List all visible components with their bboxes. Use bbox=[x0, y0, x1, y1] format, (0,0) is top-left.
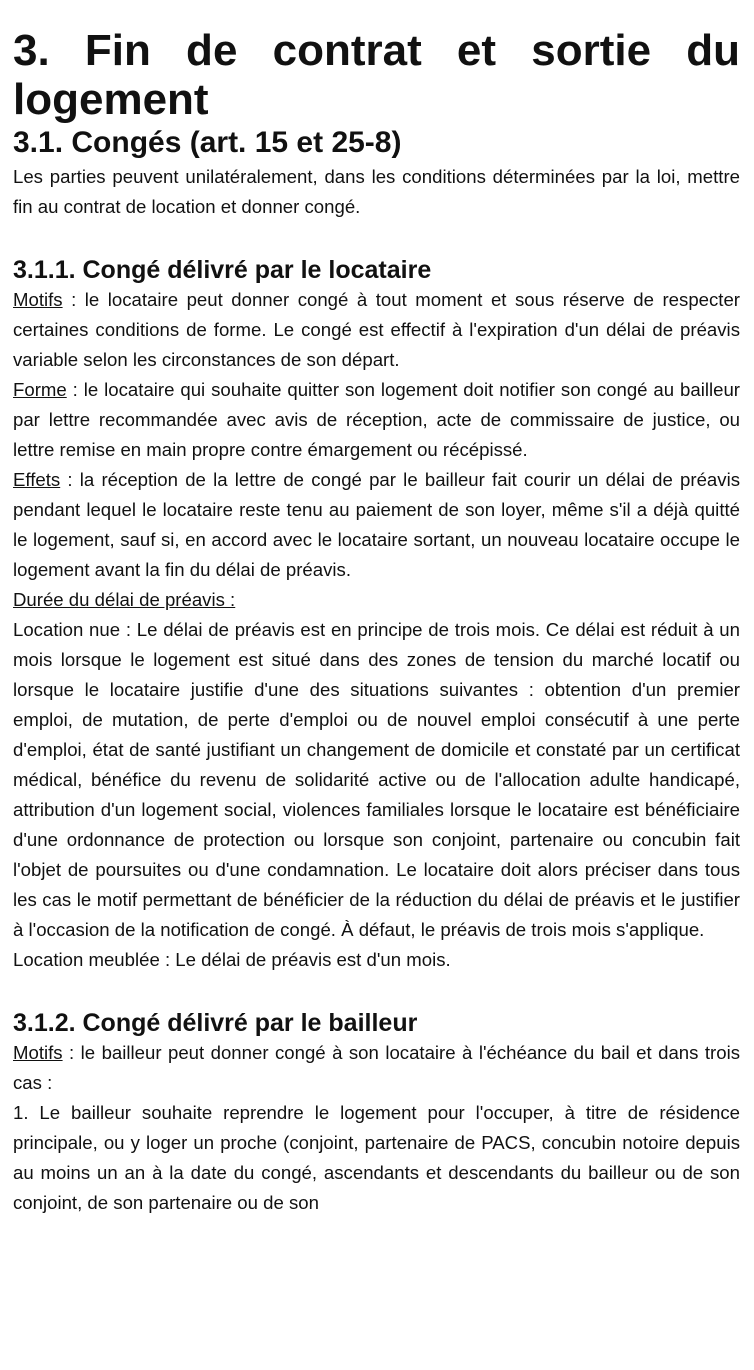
bailleur-case-1-paragraph: 1. Le bailleur souhaite reprendre le logement pour l'occuper, à titre de résidence principale, ou y loger un proche (conjoint, partenaire de PACS, concubin notoire depuis au moins un an à la date du congé, ascendants et descendants du bailleur ou de son conjoint, de son partenaire ou de son bbox=[13, 1102, 740, 1213]
bailleur-motifs-paragraph bbox=[13, 1038, 740, 1098]
motifs-label: Motifs bbox=[13, 289, 63, 310]
subsection-3-1-2 bbox=[13, 1005, 740, 1218]
duree-paragraph bbox=[13, 585, 740, 615]
subsection-heading-3-1: 3.1. Congés (art. 15 et 25-8) bbox=[13, 126, 402, 159]
location-nue-paragraph: Location nue : Le délai de préavis est en principe de trois mois. Ce délai est réduit à un mois lorsque le logement est situé dans des zones de tension du marché locatif ou lorsque le locataire justifie d'une des situations suivantes : obtention d'un premier emploi, de mutation, de perte d'emploi ou de nouvel emploi consécutif à une perte d'emploi, état de santé justifiant un changement de domicile et constaté par un certificat médical, bénéfice du revenu de solidarité active ou de l'allocation adulte handicapé, attribution d'un logement social, violences familiales lorsque le locataire est bénéficiaire d'une ordonnance de protection ou lorsque son conjoint, partenaire ou concubin fait l'objet de poursuites ou d'une condamnation. Le locataire doit alors préciser dans tous les cas le motif permettant de bénéficier de la réduction du délai de préavis et le justifier à l'occasion de la notification de congé. À défaut, le préavis de trois mois s'applique. bbox=[13, 619, 740, 940]
spacer bbox=[13, 975, 740, 1005]
bailleur-motifs-text: : le bailleur peut donner congé à son locataire à l'échéance du bail et dans trois cas : bbox=[13, 1042, 740, 1093]
spacer bbox=[13, 222, 740, 252]
duree-label: Durée du délai de préavis : bbox=[13, 589, 236, 610]
subsection-3-1-1 bbox=[13, 252, 740, 975]
effets-paragraph bbox=[13, 465, 740, 585]
effets-text: : la réception de la lettre de congé par le bailleur fait courir un délai de préavis pendant lequel le locataire reste tenu au paiement de son loyer, même s'il a déjà quitté le logement, sauf si, en accord avec le locataire sortant, un nouveau locataire occupe le logement avant la fin du délai de préavis. bbox=[13, 469, 740, 580]
section-title: 3. Fin de contrat et sortie du logement bbox=[13, 26, 740, 124]
forme-text: : le locataire qui souhaite quitter son logement doit notifier son congé au bailleur par lettre recommandée avec avis de réception, acte de commissaire de justice, ou lettre remise en main propre contre émargement ou récépissé. bbox=[13, 379, 740, 460]
subsection-heading-3-1-1: 3.1.1. Congé délivré par le locataire bbox=[13, 256, 432, 284]
motifs-paragraph bbox=[13, 285, 740, 375]
bailleur-motifs-label: Motifs bbox=[13, 1042, 63, 1063]
location-meublee-paragraph: Location meublée : Le délai de préavis est d'un mois. bbox=[13, 949, 451, 970]
effets-label: Effets bbox=[13, 469, 61, 490]
subsection-intro-3-1: Les parties peuvent unilatéralement, dans les conditions déterminées par la loi, mettre fin au contrat de location et donner congé. bbox=[13, 166, 740, 217]
forme-label: Forme bbox=[13, 379, 67, 400]
motifs-text: : le locataire peut donner congé à tout moment et sous réserve de respecter certaines conditions de forme. Le congé est effectif à l'expiration d'un délai de préavis variable selon les circonstances de son départ. bbox=[13, 289, 740, 370]
forme-paragraph bbox=[13, 375, 740, 465]
subsection-heading-3-1-2: 3.1.2. Congé délivré par le bailleur bbox=[13, 1009, 418, 1037]
